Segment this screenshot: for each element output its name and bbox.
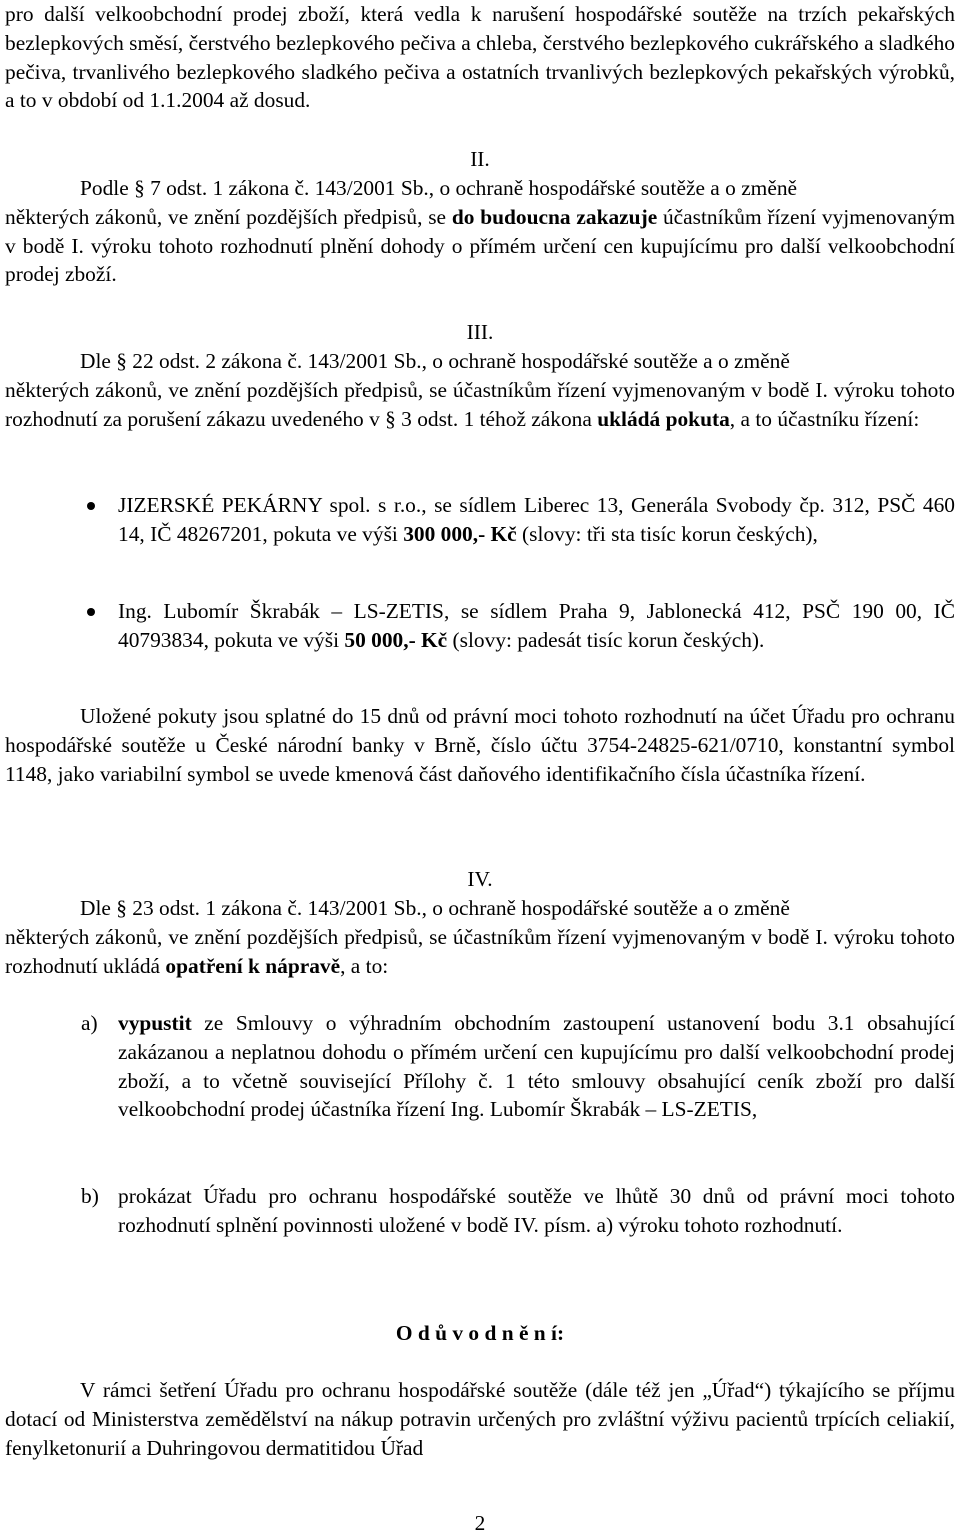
section-iv-text-b: , a to:: [340, 953, 389, 978]
remedy-list: [5, 1009, 955, 1124]
item-letter: a): [81, 1011, 98, 1035]
fine-words: (slovy: tři sta tisíc korun českých),: [522, 521, 818, 546]
remedy-list-2: [5, 1182, 955, 1240]
section-iv-heading: IV.: [467, 867, 493, 891]
section-iv-text-a: některých zákonů, ve znění pozdějších předpisů, se účastníkům řízení vyjmenovaným v bodě I. výroku tohoto rozhodnutí ukládá: [5, 924, 955, 978]
reasoning-title: O d ů v o d n ě n í:: [395, 1321, 565, 1345]
list-item: [5, 491, 955, 549]
section-ii-heading: II.: [470, 147, 490, 171]
payment-text: Uložené pokuty jsou splatné do 15 dnů od právní moci tohoto rozhodnutí na účet Úřadu pro ochranu hospodářské soutěže u České národní banky v Brně, číslo účtu 3754-24825-621/0710, konstantní symbol 1148, jako variabilní symbol se uvede kmenová část daňového identifikačního čísla účastníka řízení.: [5, 704, 955, 786]
payment-paragraph: [5, 702, 955, 788]
section-ii-text-a: některých zákonů, ve znění pozdějších předpisů, se: [5, 204, 447, 229]
item-text: prokázat Úřadu pro ochranu hospodářské soutěže ve lhůtě 30 dnů od právní moci tohoto rozhodnutí splnění povinnosti uložené v bodě IV. písm. a) výroku tohoto rozhodnutí.: [118, 1184, 955, 1237]
section-ii-prohibition: do budoucna zakazuje: [451, 204, 658, 229]
fine-list-2: [5, 597, 955, 655]
reasoning-paragraph: [5, 1376, 955, 1462]
intro-text: pro další velkoobchodní prodej zboží, která vedla k narušení hospodářské soutěže na trzích pekařských bezlepkových směsí, čerstvého bezlepkového pečiva a chleba, čerstvého bezlepkového cukrářského a sladkého pečiva, trvanlivého bezlepkového sladkého pečiva a ostatních trvanlivých bezlepkových pekařských výrobků, a to v období od 1.1.2004 až dosud.: [5, 2, 955, 113]
section-iii-line1: Dle § 22 odst. 2 zákona č. 143/2001 Sb., o ochraně hospodářské soutěže a o změně: [80, 349, 790, 373]
section-ii-body: [5, 174, 955, 289]
section-iv-remedy: opatření k nápravě: [165, 953, 341, 978]
section-iv-body: [5, 894, 955, 980]
section-iii-text-b: , a to účastníku řízení:: [729, 406, 920, 431]
section-iii-text: [5, 376, 955, 434]
section-ii-text: [5, 203, 955, 289]
section-iv-line1: Dle § 23 odst. 1 zákona č. 143/2001 Sb., o ochraně hospodářské soutěže a o změně: [80, 896, 790, 920]
list-item: [5, 1009, 955, 1124]
section-iv-text: [5, 923, 955, 981]
item-verb: vypustit: [118, 1011, 192, 1035]
page-number: 2: [474, 1511, 486, 1535]
fine-amount: 50 000,- Kč: [344, 627, 448, 652]
list-item: [5, 597, 955, 655]
section-ii-line1: Podle § 7 odst. 1 zákona č. 143/2001 Sb., o ochraně hospodářské soutěže a o změně: [80, 176, 798, 200]
list-item: [5, 1182, 955, 1240]
section-iii-fine: ukládá pokuta: [597, 406, 730, 431]
section-iii-text-a: některých zákonů, ve znění pozdějších předpisů, se účastníkům řízení vyjmenovaným v bodě I. výroku tohoto rozhodnutí za porušení zákazu uvedeného v § 3 odst. 1 téhož zákona: [5, 377, 955, 431]
reasoning-text: V rámci šetření Úřadu pro ochranu hospodářské soutěže (dále též jen „Úřad“) týkajícího se příjmu dotací od Ministerstva zemědělství na nákup potravin určených pro zvláštní výživu pacientů trpících celiakií, fenylketonurií a Duhringovou dermatitidou Úřad: [5, 1378, 955, 1460]
intro-paragraph: [5, 0, 955, 115]
item-text: ze Smlouvy o výhradním obchodním zastoupení ustanovení bodu 3.1 obsahující zakázanou a neplatnou dohodu o přímém určení cen kupujícímu pro další velkoobchodní prodej zboží, a to včetně související Přílohy č. 1 této smlouvy obsahující ceník zboží pro další velkoobchodní prodej účastníka řízení Ing. Lubomír Škrabák – LS-ZETIS,: [118, 1011, 955, 1122]
fine-recipient: JIZERSKÉ PEKÁRNY spol. s r.o., se sídlem Liberec 13, Generála Svobody čp. 312, PSČ 460 14, IČ 48267201, pokuta ve výši: [118, 493, 955, 546]
section-iii-heading: III.: [466, 320, 494, 344]
reasoning-heading: [5, 1319, 955, 1348]
section-iii-body: [5, 347, 955, 433]
fine-recipient: Ing. Lubomír Škrabák – LS-ZETIS, se sídlem Praha 9, Jablonecká 412, PSČ 190 00, IČ 40793834, pokuta ve výši: [118, 599, 955, 652]
fine-list: [5, 491, 955, 549]
item-letter: b): [81, 1184, 99, 1208]
fine-words: (slovy: padesát tisíc korun českých).: [452, 627, 765, 652]
fine-amount: 300 000,- Kč: [403, 521, 517, 546]
section-ii-text-b: účastníkům řízení vyjmenovaným v bodě I. výroku tohoto rozhodnutí plnění dohody o přímém určení cen kupujícímu pro další velkoobchodní prodej zboží.: [5, 204, 955, 287]
